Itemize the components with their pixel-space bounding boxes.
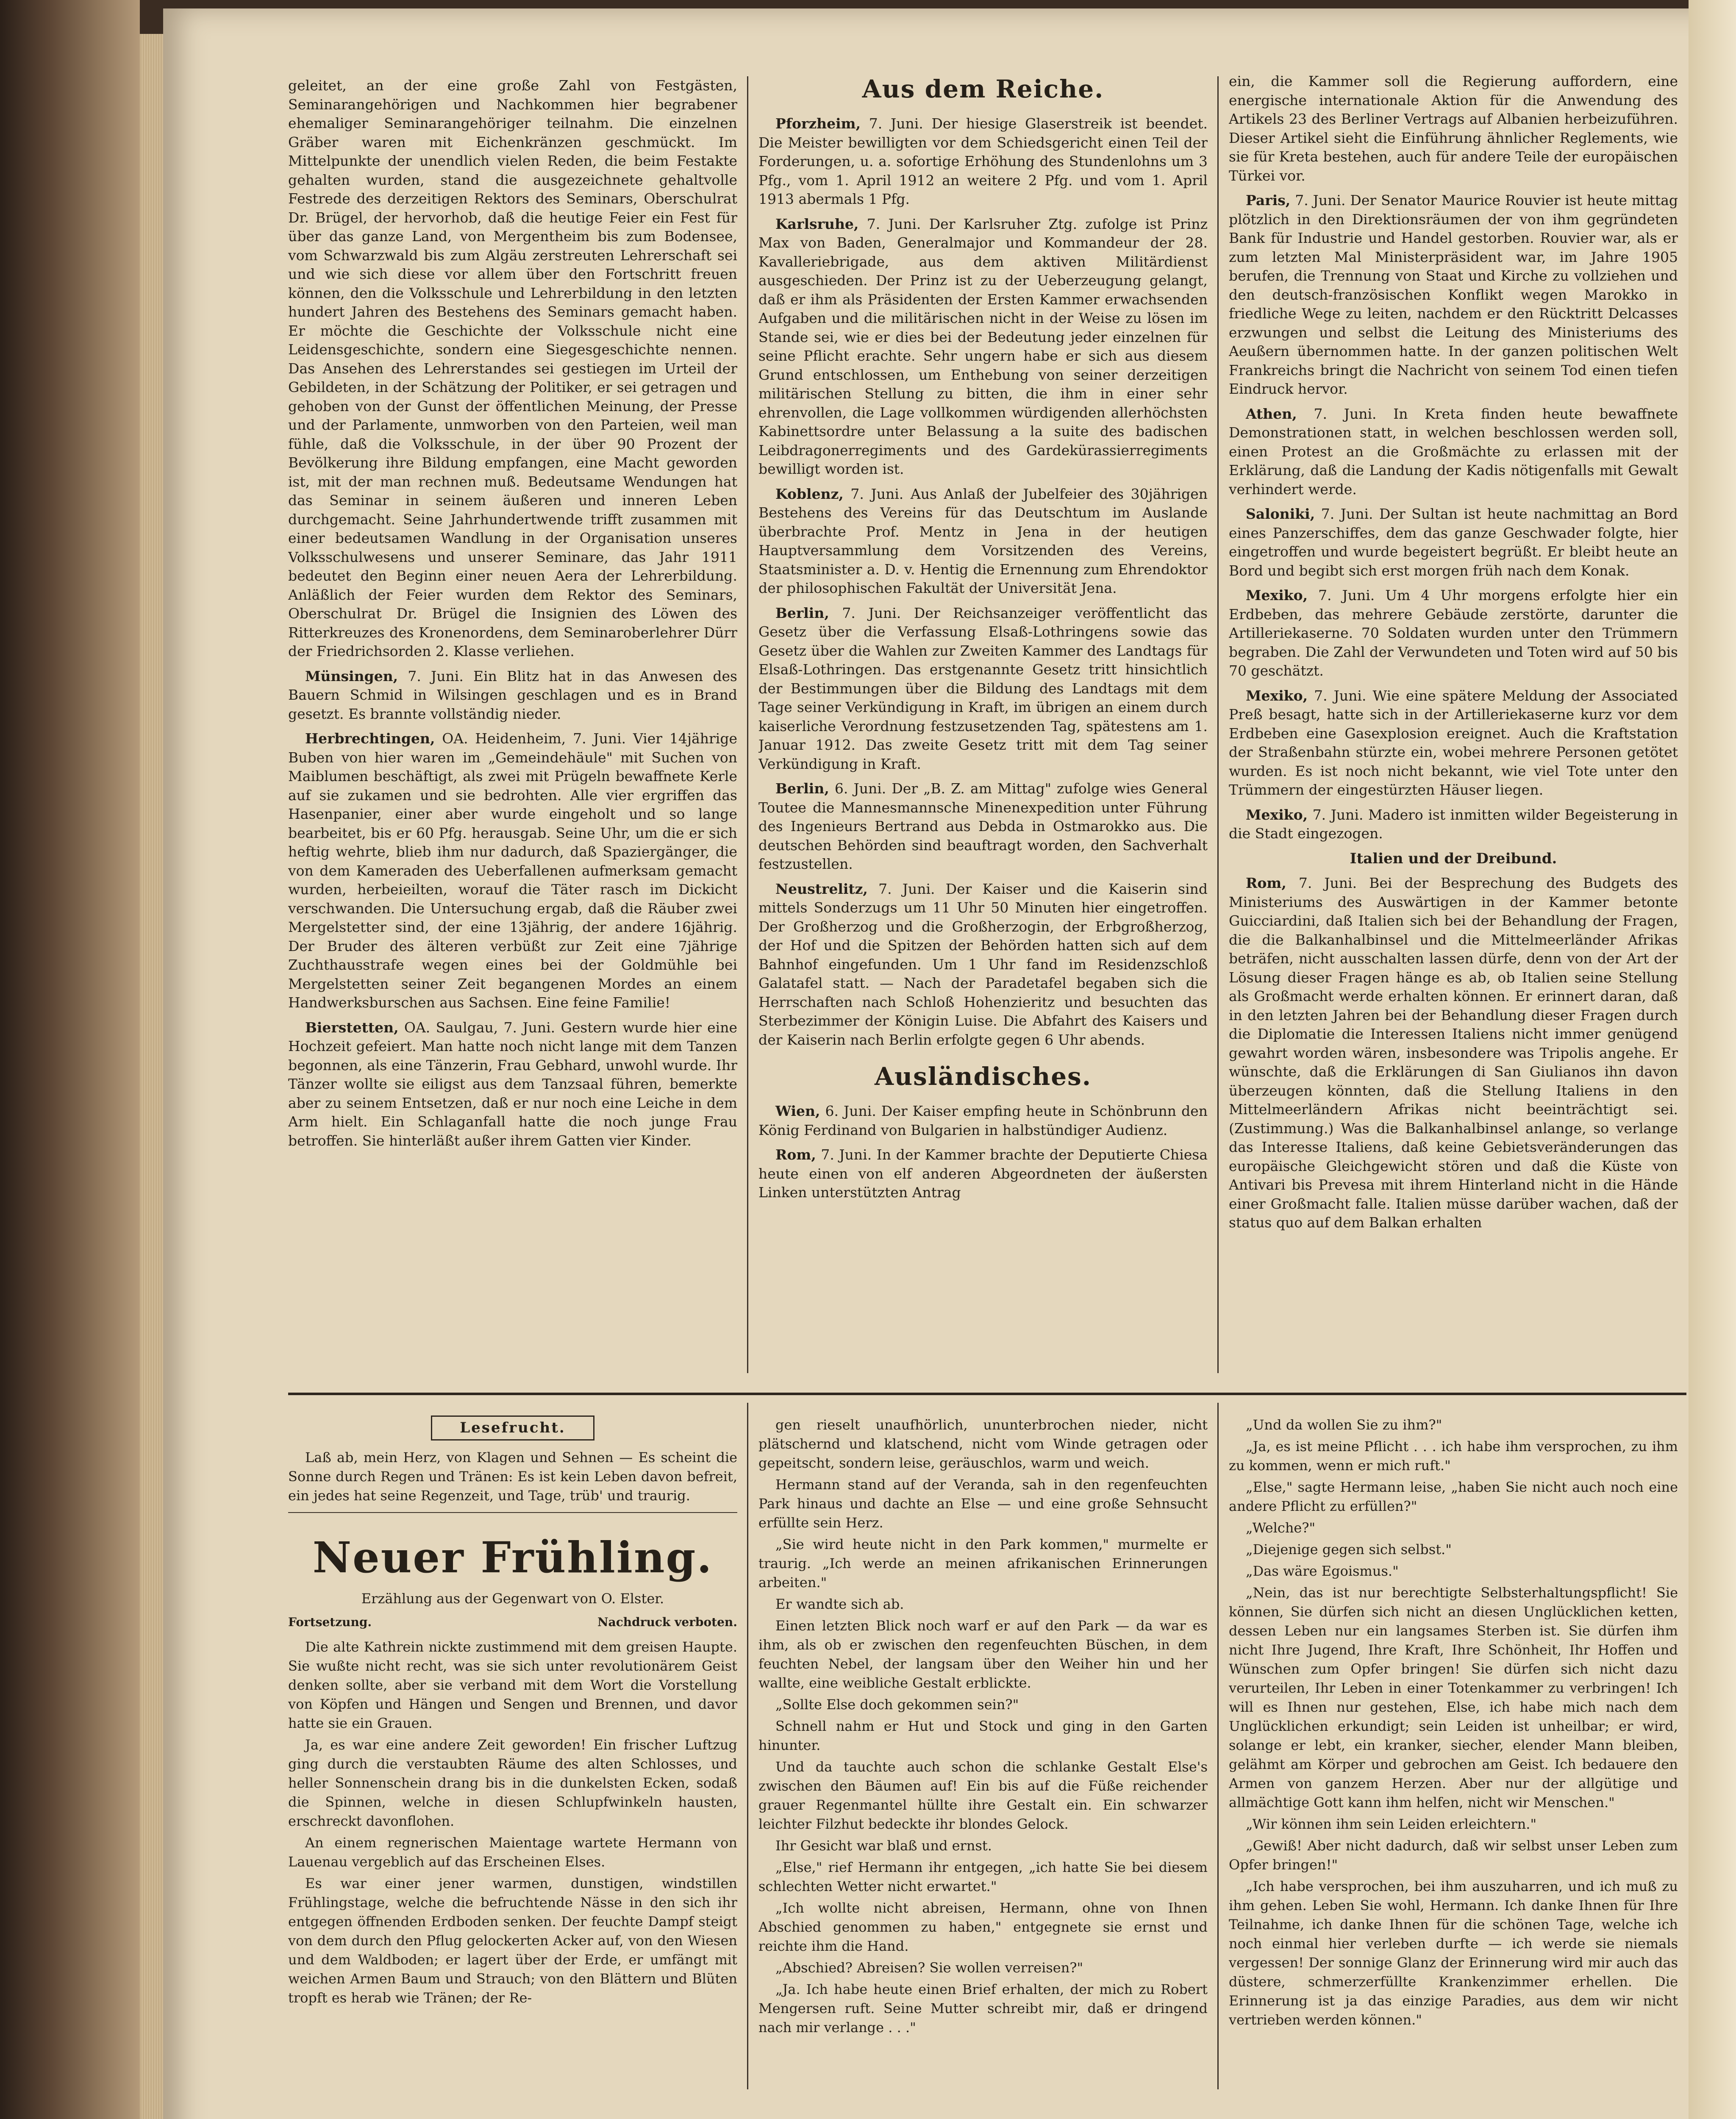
news-item xyxy=(1229,806,1678,843)
column-rule-2 xyxy=(1217,76,1219,1373)
news-item-text: 7. Juni. In der Kammer brachte der Deputierte Chiesa heute einen von elf anderen Abgeordneten der äußersten Linken unterstützten Antrag xyxy=(758,1146,1208,1201)
news-item xyxy=(1229,586,1678,681)
story-paragraph: Und da tauchte auch schon die schlanke Gestalt Else's zwischen den Bäumen auf! Ein bis auf die Füße reichender grauer Regenmantel hüllte ihre Gestalt ein. Ein schwarzer leichter Filzhut bedeckte ihr blondes Gelock. xyxy=(758,1759,1208,1832)
story-paragraph: „Und da wollen Sie zu ihm?" xyxy=(1246,1417,1442,1433)
news-item-text: 7. Juni. Wie eine spätere Meldung der Associated Preß besagt, hatte sich in der Artilleriekaserne kurz vor dem Erdbeben eine Gasexplosion ereignet. Auch die Kraftstation der Straßenbahn stürzte ein, wobei mehrere Personen getötet wurden. Es ist noch nicht bekannt, wie viel Tote unter den Trümmern der eingestürzten Häuser liegen. xyxy=(1229,687,1678,798)
story-paragraph: „Wir können ihm sein Leiden erleichtern." xyxy=(1246,1816,1537,1832)
news-item-location: Wien, xyxy=(775,1103,820,1119)
news-item xyxy=(758,880,1208,1050)
col2-foreign-items xyxy=(758,1102,1208,1202)
feuilleton-rule-1 xyxy=(747,1403,748,2089)
story-title: Neuer Frühling. xyxy=(312,1532,713,1582)
news-item-location: Rom, xyxy=(775,1146,816,1163)
column-rule-1 xyxy=(747,76,748,1373)
news-item xyxy=(758,1146,1208,1202)
story-paragraph: „Welche?" xyxy=(1246,1520,1316,1536)
news-item xyxy=(288,1018,737,1151)
feuilleton-rule-2 xyxy=(1217,1403,1219,2089)
news-item-text: 7. Juni. Der Sultan ist heute nachmittag an Bord eines Panzerschiffes, dem das ganze Geschwader folgte, hier eingetroffen und wurde begeistert begrüßt. Er bleibt heute an Bord und begibt sich erst morgen früh nach dem Konak. xyxy=(1229,506,1678,579)
story-paragraph: Einen letzten Blick noch warf er auf den Park — da war es ihm, als ob er zwischen den regenfeuchten Büschen, in dem feuchten Nebel, der langsam über den Weiher hin und her wallte, eine weibliche Gestalt erblickte. xyxy=(758,1618,1208,1691)
col3-news-items xyxy=(1229,191,1678,843)
section-heading-auslaendisches: Ausländisches. xyxy=(874,1062,1092,1091)
story-paragraph: „Sie wird heute nicht in den Park kommen," murmelte er traurig. „Ich werde an meinen afrikanischen Erinnerungen arbeiten." xyxy=(758,1536,1208,1591)
news-item-text: 7. Juni. Aus Anlaß der Jubelfeier des 30jährigen Bestehens des Vereins für das Deutschtum im Auslande überbrachte Prof. Mentz in Jena in der heutigen Hauptversammlung dem Vorsitzenden des Vereins, Staatsminister a. D. v. Hentig die Ernennung zum Ehrendoktor der philosophischen Fakultät der Universität Jena. xyxy=(758,485,1208,596)
story-paragraph: „Sollte Else doch gekommen sein?" xyxy=(775,1696,1019,1713)
story-paragraph: An einem regnerischen Maientage wartete Hermann von Lauenau vergeblich auf das Erscheinen Elses. xyxy=(288,1835,737,1870)
feuilleton-column-2 xyxy=(758,1415,1208,2085)
news-column-2 xyxy=(758,72,1208,1373)
news-item xyxy=(758,779,1208,874)
news-item xyxy=(758,604,1208,774)
next-page-edge xyxy=(1689,0,1736,2119)
news-item-location: Koblenz, xyxy=(775,485,844,502)
news-item-text: 7. Juni. Bei der Besprechung des Budgets des Ministeriums des Auswärtigen in der Kammer betonte Guicciardini, daß Italien sich bei der Behandlung der Fragen, die die Balkanhalbinsel und die Mittelmeerländer Afrikas beträfen, nicht ausschalten lassen dürfe, denn von der Art der Lösung dieser Fragen hänge es ab, ob Italien seine Stellung als Großmacht werde erhalten können. Er erinnert daran, daß in den letzten Jahren bei der Behandlung dieser Fragen durch die Diplomatie die Interessen Italiens nicht immer genügend gewahrt worden wären, insbesondere was Tripolis angehe. Er wünschte, daß die Erklärungen di San Giulianos ihn davon überzeugen könnten, daß die Stellung Italiens in den Mittelmeerländern Afrikas nicht beeinträchtigt sei. (Zustimmung.) Was die Balkanhalbinsel anlange, so verlange das Interesse Italiens, daß keine Gebietsveränderungen das europäische Gleichgewicht stören und daß die Küste von Antivari bis Prevesa mit ihrem Hinterland nicht in die Hände einer Großmacht falle. Italien müsse darüber wachen, daß der status quo auf dem Balkan erhalten xyxy=(1229,875,1678,1231)
book-binding-edge xyxy=(0,0,140,2119)
news-item-text: 7. Juni. Der Senator Maurice Rouvier ist heute mittag plötzlich in den Direktionsräumen der von ihm gegründeten Bank für Industrie und Handel gestorben. Rouvier war, als er zum letzten Mal Ministerpräsident war, im Jahre 1905 berufen, die Trennung von Staat und Kirche zu vollziehen und den deutsch-französischen Konflikt wegen Marokko in friedliche Wege zu leiten, nachdem er den Rücktritt Delcasses erzwungen und selbst die Leitung des Ministeriums des Aeußern übernommen hatte. In der ganzen politischen Welt Frankreichs bringt die Nachricht von seinem Tod einen tiefen Eindruck hervor. xyxy=(1229,192,1678,397)
news-item-location: Berlin, xyxy=(775,780,829,797)
news-item xyxy=(1229,405,1678,499)
news-item-text: 7. Juni. Der Reichsanzeiger veröffentlicht das Gesetz über die Verfassung Elsaß-Lothringens sowie das Gesetz über die Wahlen zur Zweiten Kammer des Landtags für Elsaß-Lothringen. Das erstgenannte Gesetz tritt hinsichtlich der Bestimmungen über die Bildung des Landtags mit dem Tage seiner Verkündigung in Kraft, im übrigen an einem durch kaiserliche Verordnung festzusetzenden Tag, spätestens am 1. Januar 1912. Das zweite Gesetz tritt mit dem Tag seiner Verkündigung in Kraft. xyxy=(758,604,1208,772)
story-subtitle: Erzählung aus der Gegenwart von O. Elster. xyxy=(361,1591,664,1607)
page-stack xyxy=(140,34,165,2119)
section-heading-dreibund: Italien und der Dreibund. xyxy=(1350,850,1557,867)
news-column-1 xyxy=(288,76,737,1373)
col1-news-items xyxy=(288,667,737,1151)
news-item-text: OA. Heidenheim, 7. Juni. Vier 14jährige Buben von hier waren im „Gemeindehäule" mit Suchen von Maiblumen beschäftigt, als zwei mit Prügeln bewaffnete Kerle auf sie zukamen und sie bedrohten. Alle vier ergriffen das Hasenpanier, einer aber wurde eingeholt und so lange bearbeitet, bis er 60 Pfg. herausgab. Seine Uhr, um die er sich heftig wehrte, blieb ihm nur dadurch, daß Spaziergänger, die von dem Kameraden des Ueberfallenen aufmerksam gemacht wurden, herbeieilten, worauf die Täter rasch im Dickicht verschwanden. Die Untersuchung ergab, daß die Räuber zwei Mergelstetter sind, der eine 13jährig, der andere 16jährig. Der Bruder des älteren verbüßt zur Zeit eine 7jährige Zuchthausstrafe wegen eines bei der Goldmühle bei Mergelstetten seiner Zeit begangenen Mordes an einem Handwerksburschen aus Sachsen. Eine feine Familie! xyxy=(288,730,737,1011)
story-paragraph: Die alte Kathrein nickte zustimmend mit dem greisen Haupte. Sie wußte nicht recht, was sie sich unter revolutionärem Geist denken sollte, aber sie verband mit dem Wort die Vorstellung von Köpfen und Hängen und Sengen und Brennen, und davor hatte sie ein Grauen. xyxy=(288,1639,737,1731)
story-paragraph: „Ich habe versprochen, bei ihm auszuharren, und ich muß zu ihm gehen. Leben Sie wohl, Hermann. Ich danke Ihnen für Ihre Teilnahme, ich danke Ihnen für die schönen Tage, welche ich noch einmal hier verleben durfte — ich werde sie niemals vergessen! Der sonnige Glanz der Erinnerung wird mir auch das düstere, schmerzerfüllte Krankenzimmer erhellen. Die Erinnerung ist ja das einzige Paradies, aus dem wir nicht vertrieben werden können." xyxy=(1229,1878,1678,2028)
story-paragraph: Ja, es war eine andere Zeit geworden! Ein frischer Luftzug ging durch die verstaubten Räume des alten Schlosses, und heller Sonnenschein drang bis in die dunkelsten Ecken, sodaß die Spinnen, welche in diesen Schlupfwinkeln hausten, erschreckt davonflohen. xyxy=(288,1737,737,1829)
news-item-text: 6. Juni. Der „B. Z. am Mittag" zufolge wies General Toutee die Mannesmannsche Minenexpedition unter Führung des Ingenieurs Bertrand aus Debda in Ostmarokko aus. Die deutschen Behörden sind beauftragt worden, den Sachverhalt festzustellen. xyxy=(758,780,1208,872)
news-item-location: Rom, xyxy=(1246,875,1286,891)
news-item xyxy=(758,215,1208,479)
seminar-article: geleitet, an der eine große Zahl von Festgästen, Seminarangehörigen und Nachkommen hier begrabener ehemaliger Seminarangehöriger teilnahm. Die einzelnen Gräber waren mit Eichenkränzen geschmückt. Im Mittelpunkte der unendlich vielen Reden, die beim Festakte gehalten wurden, stand die ausgezeichnete gehaltvolle Festrede des derzeitigen Rektors des Seminars, Oberschulrat Dr. Brügel, der hervorhob, daß die heutige Feier ein Fest für über das ganze Land, von Mergentheim bis zum Bodensee, vom Schwarzwald bis zum Algäu zerstreuten Lehrerschaft sei und wie sich diese vor allem über den Fortschritt freuen können, den die Volksschule und Lehrerbildung in den letzten hundert Jahren des Bestehens des Seminars gemacht haben. Er möchte die Geschichte der Volksschule nicht eine Leidensgeschichte, sondern eine Siegesgeschichte nennen. Das Ansehen des Lehrerstandes sei gestiegen im Urteil der Gebildeten, in der Schätzung der Politiker, er sei getragen und gehoben von der Gunst der öffentlichen Meinung, der Presse und der Parlamente, unmworben von den Parteien, weil man fühle, daß die Volksschule, in der über 90 Prozent der Bevölkerung ihre Bildung empfangen, eine Macht geworden ist, mit der man rechnen muß. Bedeutsame Wendungen hat das Seminar in seinem äußeren und inneren Leben durchgemacht. Seine Jahrhundertwende trifft zusammen mit einer bedeutsamen Wandlung in der Organisation unseres Volksschulwesens und unserer Seminare, das Jahr 1911 bedeutet den Beginn einer neuen Aera der Lehrerbildung. Anläßlich der Feier wurden dem Rektor des Seminars, Oberschulrat Dr. Brügel die Insignien des Löwen des Ritterkreuzes des Kronenordens, dem Seminaroberlehrer Dürr der Friedrichsorden 2. Klasse verliehen. xyxy=(288,77,737,659)
news-item xyxy=(288,729,737,1012)
news-item-location: Berlin, xyxy=(775,604,829,621)
albania-article: ein, die Kammer soll die Regierung auffordern, eine energische internationale Aktion für die Anwendung des Artikels 23 des Berliner Vertrags auf Albanien herbeizuführen. Dieser Artikel sieht die Einführung ähnlicher Reglements, wie sie für Kreta bestehen, auch für andere Teile der europäischen Türkei vor. xyxy=(1229,73,1678,184)
story-paragraph: „Ja. Ich habe heute einen Brief erhalten, der mich zu Robert Mengersen ruft. Seine Mutter schreibt mir, daß er dringend nach mir verlange . . ." xyxy=(758,1981,1208,2036)
news-item-location: Paris, xyxy=(1246,192,1291,209)
news-item xyxy=(1229,874,1678,1232)
feuilleton-divider xyxy=(288,1393,1686,1395)
news-item-location: Bierstetten, xyxy=(305,1019,399,1036)
news-item-text: 7. Juni. Um 4 Uhr morgens erfolgte hier ein Erdbeben, das mehrere Gebäude zerstörte, darunter die Artilleriekaserne. 70 Soldaten wurden unter den Trümmern begraben. Die Zahl der Verwundeten und Toten wird auf 50 bis 70 geschätzt. xyxy=(1229,587,1678,679)
news-item xyxy=(1229,687,1678,800)
lesefrucht-title: Lesefrucht. xyxy=(431,1415,594,1440)
news-item xyxy=(758,114,1208,209)
news-item-location: Mexiko, xyxy=(1246,587,1308,603)
news-item xyxy=(1229,191,1678,399)
news-item-text: 7. Juni. Der Kaiser und die Kaiserin sind mittels Sonderzugs um 11 Uhr 50 Minuten hier eingetroffen. Der Großherzog und die Großherzogin, der Erbgroßherzog, der Hof und die Spitzen der Behörden hatten sich auf dem Bahnhof eingefunden. Um 1 Uhr fand im Residenzschloß Galatafel statt. — Nach der Paradetafel begaben sich die Herrschaften nach Schloß Hohenzieritz und besuchten das Sterbezimmer der Königin Luise. Die Abfahrt des Kaisers und der Kaiserin nach Berlin erfolgte gegen 6 Uhr abends. xyxy=(758,880,1208,1048)
story-meta xyxy=(288,1613,737,1632)
news-item-location: Pforzheim, xyxy=(775,115,861,132)
news-item-location: Karlsruhe, xyxy=(775,215,859,232)
story-paragraph: Es war einer jener warmen, dunstigen, windstillen Frühlingstage, welche die befruchtende Nässe in den sich ihr entgegen öffnenden Erdboden senken. Der feuchte Dampf steigt von dem durch den Pflug gelockerten Acker auf, von den Wiesen und dem Waldboden; er lagert über der Erde, er umfängt mit weichen Armen Baum und Strauch; von den Blättern und Blüten tropft es herab wie Tränen; der Re- xyxy=(288,1875,737,2006)
feuilleton-column-3 xyxy=(1229,1415,1678,2085)
section-heading-reich: Aus dem Reiche. xyxy=(862,75,1104,103)
story-text-3 xyxy=(1229,1415,1678,2030)
fortsetzung-label: Fortsetzung. xyxy=(288,1615,372,1629)
col3-italy-items xyxy=(1229,874,1678,1232)
story-paragraph: „Ja, es ist meine Pflicht . . . ich habe ihm versprochen, zu ihm zu kommen, wenn er mich ruft." xyxy=(1229,1438,1678,1474)
story-text-2 xyxy=(758,1415,1208,2037)
lesefrucht-rule xyxy=(288,1512,737,1513)
story-paragraph: „Abschied? Abreisen? Sie wollen verreisen?" xyxy=(775,1960,1083,1976)
news-column-3 xyxy=(1229,72,1678,1373)
news-item-location: Münsingen, xyxy=(305,667,398,684)
news-item-text: OA. Saulgau, 7. Juni. Gestern wurde hier eine Hochzeit gefeiert. Man hatte noch nicht lange mit dem Tanzen begonnen, als eine Tänzerin, Frau Gebhard, unwohl wurde. Ihr Tänzer wollte sie eiligst aus dem Tanzsaal führen, bemerkte aber zu seinem Entsetzen, daß er nur noch eine Leiche in dem Arm hielt. Ein Schlaganfall hatte die noch junge Frau betroffen. Sie hinterläßt außer ihrem Gatten vier Kinder. xyxy=(288,1019,737,1149)
col2-news-items xyxy=(758,114,1208,1049)
news-item-text: 7. Juni. Ein Blitz hat in das Anwesen des Bauern Schmid in Wilsingen geschlagen und es in Brand gesetzt. Es brannte vollständig nieder. xyxy=(288,667,737,722)
story-paragraph: „Das wäre Egoismus." xyxy=(1246,1563,1399,1579)
news-item-location: Athen, xyxy=(1246,405,1297,422)
news-item-text: 6. Juni. Der Kaiser empfing heute in Schönbrunn den König Ferdinand von Bulgarien in halbstündiger Audienz. xyxy=(758,1103,1208,1138)
news-item-text: 7. Juni. Madero ist inmitten wilder Begeisterung in die Stadt eingezogen. xyxy=(1229,806,1678,842)
news-item-text: 7. Juni. Der Karlsruher Ztg. zufolge ist Prinz Max von Baden, Generalmajor und Kommandeur der 28. Kavalleriebrigade, aus dem aktiven Militärdienst ausgeschieden. Der Prinz ist zu der Ueberzeugung gelangt, daß er ihm als Präsidenten der Ersten Kammer erwachsenden Aufgaben und die militärischen nicht in der Weise zu lösen im Stande sei, wie er dies bei der Bedeutung jeder einzelnen für seine Pflicht erachte. Sehr ungern habe er sich aus diesem Grund entschlossen, um Enthebung von seiner derzeitigen militärischen Stellung zu bitten, die ihm in einer sehr ehrenvollen, die Lage vollkommen würdigenden allerhöchsten Kabinettsordre unter Belassung a la suite des badischen Leibdragonerregiments und des Gardekürassierregiments bewilligt worden ist. xyxy=(758,215,1208,477)
feuilleton-column-1 xyxy=(288,1415,737,2085)
story-paragraph: Er wandte sich ab. xyxy=(775,1596,904,1612)
news-item xyxy=(758,1102,1208,1140)
news-item-location: Herbrechtingen, xyxy=(305,730,435,747)
story-paragraph: „Gewiß! Aber nicht dadurch, daß wir selbst unser Leben zum Opfer bringen!" xyxy=(1229,1838,1678,1873)
story-paragraph: Hermann stand auf der Veranda, sah in den regenfeuchten Park hinaus und dachte an Else — und eine große Sehnsucht erfüllte sein Herz. xyxy=(758,1477,1208,1531)
news-item-location: Mexiko, xyxy=(1246,687,1308,704)
story-paragraph: „Ich wollte nicht abreisen, Hermann, ohne von Ihnen Abschied genommen zu haben," entgegnete sie ernst und reichte ihm die Hand. xyxy=(758,1900,1208,1954)
story-paragraph: „Else," rief Hermann ihr entgegen, „ich hatte Sie bei diesem schlechten Wetter nicht erwartet." xyxy=(758,1859,1208,1894)
story-text-1 xyxy=(288,1638,737,2008)
news-item xyxy=(1229,505,1678,580)
lesefrucht-poem: Laß ab, mein Herz, von Klagen und Sehnen — Es scheint die Sonne durch Regen und Tränen: Es ist kein Leben davon befreit, ein jedes hat seine Regenzeit, und Tage, trüb' und traurig. xyxy=(288,1449,737,1504)
news-item xyxy=(288,667,737,724)
news-item xyxy=(758,485,1208,598)
story-paragraph: Schnell nahm er Hut und Stock und ging in den Garten hinunter. xyxy=(758,1718,1208,1753)
story-paragraph: „Diejenige gegen sich selbst." xyxy=(1246,1541,1452,1557)
news-item-location: Mexiko, xyxy=(1246,806,1308,823)
news-item-text: 7. Juni. Der hiesige Glaserstreik ist beendet. Die Meister bewilligten vor dem Schiedsgericht einen Teil der Forderungen, u. a. sofortige Erhöhung des Stundenlohns um 3 Pfg., vom 1. April 1912 an weitere 2 Pfg. und vom 1. April 1913 abermals 1 Pfg. xyxy=(758,115,1208,207)
story-paragraph: Ihr Gesicht war blaß und ernst. xyxy=(775,1838,992,1854)
news-item-location: Neustrelitz, xyxy=(775,880,868,897)
nachdruck-label: Nachdruck verboten. xyxy=(597,1615,737,1629)
news-item-location: Saloniki, xyxy=(1246,506,1315,522)
news-item-text: 7. Juni. In Kreta finden heute bewaffnete Demonstrationen statt, in welchen beschlossen werden soll, einen Protest an die Großmächte zu erlassen mit der Erklärung, daß die Landung der Kadis nötigenfalls mit Gewalt verhindert werde. xyxy=(1229,405,1678,498)
story-paragraph: gen rieselt unaufhörlich, ununterbrochen nieder, nicht plätschernd und klatschend, nicht vom Winde getragen oder gepeitscht, sondern leise, geräuschlos, warm und weich. xyxy=(758,1417,1208,1471)
story-paragraph: „Nein, das ist nur berechtigte Selbsterhaltungspflicht! Sie können, Sie dürfen sich nicht an diesen Unglücklichen ketten, dessen Leben nur ein langsames Sterben ist. Sie dürfen ihm nicht Ihre Jugend, Ihre Kraft, Ihre Schönheit, Ihr Hoffen und Wünschen zum Opfer bringen! Sie dürfen sich nicht dazu verurteilen, Ihr Leben in einer Totenkammer zu verbringen! Ich will es Ihnen nur gestehen, Else, ich habe mich nach dem Unglücklichen erkundigt; sein Leiden ist unheilbar; er wird, solange er lebt, ein kranker, siecher, elender Mann bleiben, gelähmt am Körper und gebrochen am Geist. Ich bedauere den Armen von ganzem Herzen. Aber nur der allgütige und allmächtige Gott kann ihm helfen, nicht wir Menschen." xyxy=(1229,1585,1678,1810)
story-paragraph: „Else," sagte Hermann leise, „haben Sie nicht auch noch eine andere Pflicht zu erfüllen?" xyxy=(1229,1479,1678,1514)
